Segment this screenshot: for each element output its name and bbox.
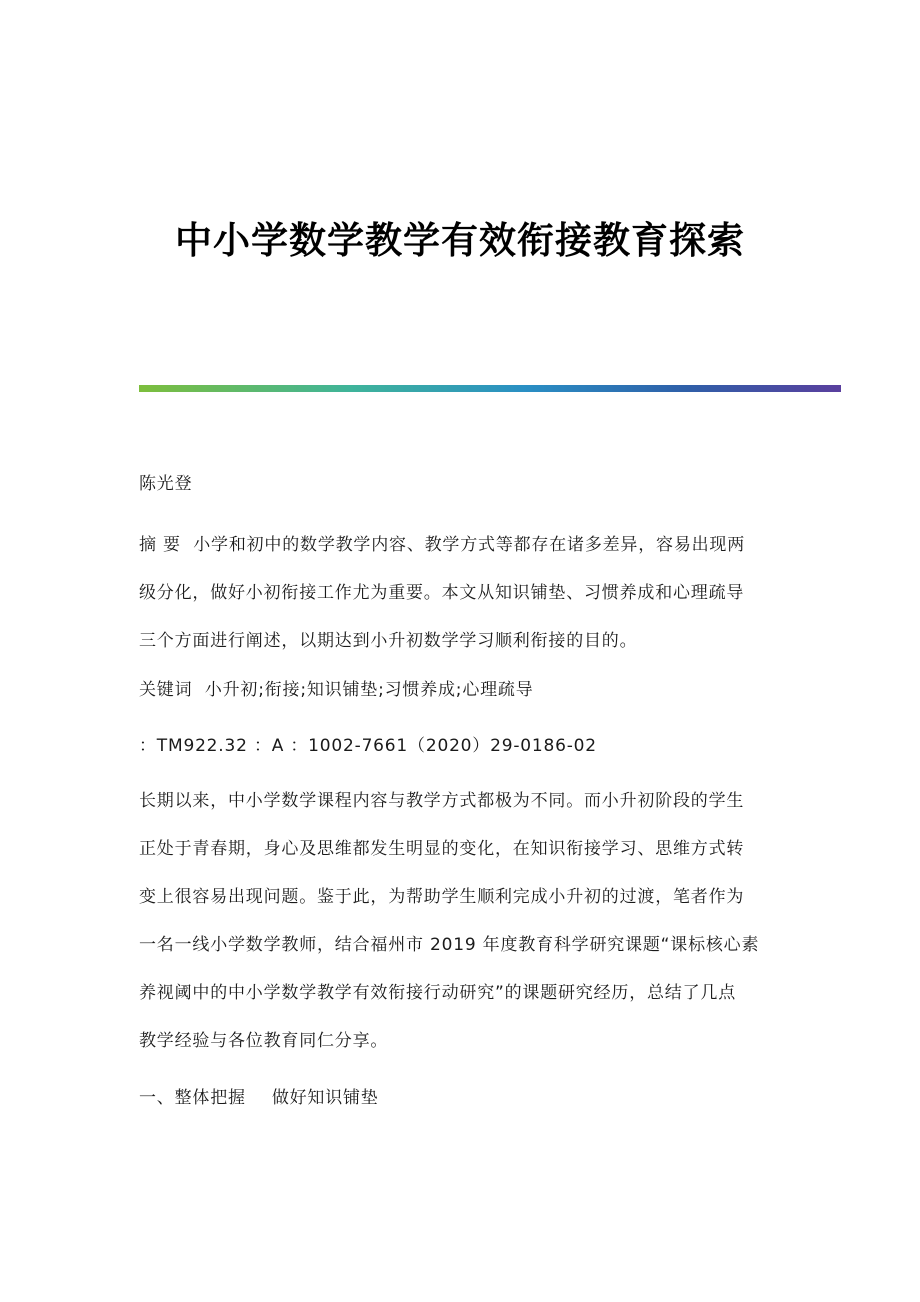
introduction — [139, 777, 799, 1065]
abstract-line-1 — [139, 521, 799, 569]
classification-info — [139, 730, 799, 763]
section-heading-main: 一、整体把握 — [139, 1088, 246, 1108]
keywords-line — [139, 674, 799, 707]
keywords-label: 关键词 — [139, 680, 193, 700]
abstract-text-1: 小学和初中的数学教学内容、教学方式等都存在诸多差异，容易出现两 — [193, 535, 746, 555]
intro-line-6: 教学经验与各位教育同仁分享。 — [139, 1031, 389, 1051]
section-heading-sub: 做好知识铺垫 — [271, 1088, 379, 1108]
author-text: 陈光登 — [139, 474, 193, 494]
intro-line-4: 一名一线小学数学教师，结合福州市 2019 年度教育科学研究课题“课标核心素 — [139, 935, 760, 955]
author-name — [139, 468, 799, 501]
classification-text: ：TM922.32 ：A ：1002-7661（2020）29-0186-02 — [139, 736, 597, 756]
abstract — [139, 521, 799, 665]
intro-line-1: 长期以来，中小学数学课程内容与教学方式都极为不同。而小升初阶段的学生 — [139, 791, 745, 811]
abstract-label: 摘 要 — [139, 535, 181, 555]
keywords-text: 小升初;衔接;知识铺垫;习惯养成;心理疏导 — [204, 680, 534, 700]
title-divider — [139, 385, 841, 392]
section-heading-1 — [139, 1082, 799, 1115]
intro-line-5: 养视阈中的中小学数学教学有效衔接行动研究”的课题研究经历，总结了几点 — [139, 983, 737, 1003]
intro-line-3: 变上很容易出现问题。鉴于此，为帮助学生顺利完成小升初的过渡，笔者作为 — [139, 887, 745, 907]
document-title: 中小学数学教学有效衔接教育探索 — [175, 218, 745, 262]
abstract-line-2: 级分化，做好小初衔接工作尤为重要。本文从知识铺垫、习惯养成和心理疏导 — [139, 583, 745, 603]
intro-line-2: 正处于青春期，身心及思维都发生明显的变化，在知识衔接学习、思维方式转 — [139, 839, 745, 859]
abstract-line-3: 三个方面进行阐述，以期达到小升初数学学习顺利衔接的目的。 — [139, 631, 638, 651]
keywords — [139, 674, 799, 707]
section-heading-line — [139, 1082, 799, 1115]
